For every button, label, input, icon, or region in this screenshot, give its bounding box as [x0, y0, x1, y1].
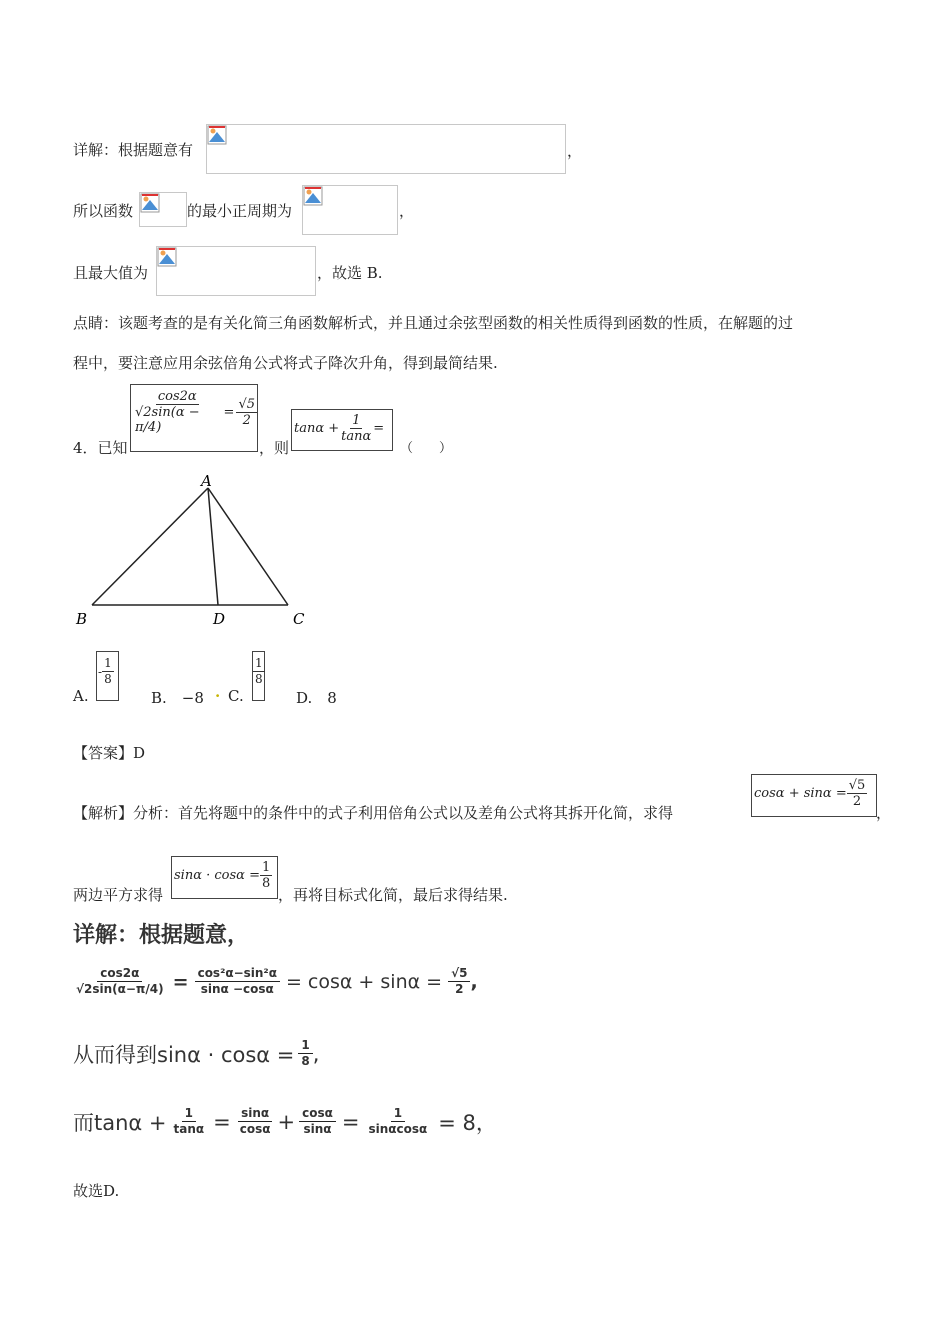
- eq3-f2-num: sinα: [238, 1106, 272, 1122]
- analysis-box2: [171, 856, 278, 899]
- detail-intro: 详解：根据题意有: [73, 141, 194, 159]
- side-ab: [92, 488, 208, 605]
- analysis-line1-end: ，: [876, 804, 892, 822]
- broken-image-icon: [140, 193, 160, 213]
- given-den: √2sin(α − π/4): [135, 405, 200, 435]
- option-c-label: C.: [228, 687, 244, 705]
- line2-middle: 的最小正周期为: [187, 202, 293, 220]
- solution-heading: 详解：根据题意，: [73, 923, 250, 948]
- eq2-num: 1: [298, 1038, 312, 1054]
- broken-image-icon: [207, 125, 227, 145]
- line3-prefix: 且最大值为: [73, 264, 149, 282]
- label-d: D: [213, 610, 226, 628]
- line3-suffix: ，故选 B.: [317, 264, 383, 282]
- broken-image-max: [156, 246, 316, 296]
- eq3-plus: +: [277, 1109, 296, 1134]
- question-number: 4．已知: [73, 439, 128, 457]
- eq3-f1-num: 1: [182, 1106, 196, 1122]
- analysis-line2-prefix: 两边平方求得: [73, 886, 164, 904]
- eq1-l-num: cos2α: [97, 966, 142, 982]
- eq1-r-num: √5: [448, 966, 470, 982]
- target-formula: [291, 409, 393, 451]
- eq1-mid: = cosα + sinα =: [285, 970, 443, 993]
- broken-image-icon: [157, 247, 177, 267]
- solution-eq2: [73, 1038, 319, 1069]
- eq1-m-den: sinα −cosα: [200, 982, 274, 996]
- box1-lhs: cosα + sinα =: [754, 786, 847, 801]
- option-c-formula: [252, 651, 265, 701]
- eq3-end: = 8，: [438, 1110, 497, 1135]
- option-a-formula: [96, 651, 119, 701]
- option-dot: .: [215, 683, 221, 701]
- eq1-l-den: √2sin(α−π/4): [76, 982, 164, 996]
- eq1-m-num: cos²α−sin²α: [195, 966, 280, 982]
- option-d: D. 8: [296, 689, 337, 707]
- analysis-box1: [751, 774, 877, 817]
- target-den: tanα: [341, 429, 372, 444]
- solution-eq1: $\frac{\cos 2\alpha}{√2\sin(\alpha-\pi/4)}$ = $\frac{\text{cos²α−sin²α}}{\sin\alpha -\cos\alpha}$ = cosα + sinα = $\frac{√5}{2}$ ,: [73, 966, 478, 997]
- broken-image-formula: [206, 124, 566, 174]
- eq2-end: ,: [312, 1041, 320, 1066]
- broken-image-function: [139, 192, 187, 227]
- given-rhs-num: √5: [238, 396, 255, 412]
- solution-eq3: 而tanα + $\frac{1}{\tan\alpha}$ = $\frac{\sin\alpha}{\cos\alpha}$ + $\frac{\cos\alpha}{\sin\alpha}$ = $\frac{1}{\sin\alpha\cos\alpha}$ = 8，: [73, 1106, 497, 1136]
- option-a-sign: -: [98, 664, 103, 679]
- broken-image-period: [302, 185, 398, 235]
- line2-prefix: 所以函数: [73, 202, 134, 220]
- triangle-figure: [70, 470, 320, 635]
- box2-num: 1: [261, 860, 271, 875]
- then: ，则: [259, 439, 290, 457]
- option-a-num: 1: [104, 656, 112, 670]
- analysis-line2-suffix: ，再将目标式化简，最后求得结果.: [278, 886, 508, 904]
- box1-den: 2: [852, 794, 862, 809]
- eq3-f4-den: sinαcosα: [368, 1122, 428, 1136]
- box1-num: √5: [848, 778, 866, 793]
- option-c-num: 1: [255, 656, 263, 670]
- eq3-f2-den: cosα: [239, 1122, 271, 1136]
- box2-den: 8: [261, 876, 271, 891]
- option-b: B. −8: [151, 689, 204, 707]
- option-a-den: 8: [104, 672, 112, 686]
- answer-paren: （ ）: [400, 441, 453, 456]
- eq1-end: ,: [470, 970, 478, 993]
- answer: 【答案】D: [73, 744, 146, 762]
- eq1-r-den: 2: [455, 982, 464, 996]
- comma: ，: [399, 202, 415, 220]
- target-num: 1: [352, 413, 361, 428]
- comment-line1: 点睛：该题考查的是有关化简三角函数解析式，并且通过余弦型函数的相关性质得到函数的性质，在解题的过: [73, 314, 794, 332]
- analysis-line1: 【解析】分析：首先将题中的条件中的式子利用倍角公式以及差角公式将其拆开化简，求得: [73, 804, 674, 822]
- label-c: C: [293, 610, 305, 628]
- given-formula: $\frac{\cos 2\alpha}{√2\sin(\alpha - \pi/4)}$ = $\frac{√5}{2}$: [130, 384, 258, 452]
- eq3-f1-den: tanα: [173, 1122, 205, 1136]
- broken-image-icon: [303, 186, 323, 206]
- eq3-f3-num: cosα: [299, 1106, 336, 1122]
- target-eq: =: [373, 421, 385, 436]
- given-rhs-den: 2: [242, 412, 251, 428]
- target-tan: tanα +: [294, 421, 340, 436]
- label-b: B: [76, 610, 88, 628]
- given-num: cos2α: [157, 389, 197, 404]
- box2-lhs: sinα · cosα =: [174, 868, 260, 883]
- eq3-f4-num: 1: [391, 1106, 405, 1122]
- eq3-prefix: 而tanα +: [73, 1110, 167, 1135]
- comma: ，: [567, 142, 583, 160]
- segment-ad: [208, 488, 218, 605]
- side-ac: [208, 488, 288, 605]
- option-c-den: 8: [255, 672, 263, 686]
- option-a-label: A.: [73, 687, 89, 705]
- label-a: A: [201, 472, 212, 490]
- solution-conclusion: 故选D.: [73, 1182, 120, 1200]
- eq2-den: 8: [301, 1054, 310, 1068]
- eq3-f3-den: sinα: [303, 1122, 332, 1136]
- comment-line2: 程中，要注意应用余弦倍角公式将式子降次升角，得到最简结果.: [73, 354, 498, 372]
- eq2-prefix: 从而得到sinα · cosα =: [73, 1042, 295, 1067]
